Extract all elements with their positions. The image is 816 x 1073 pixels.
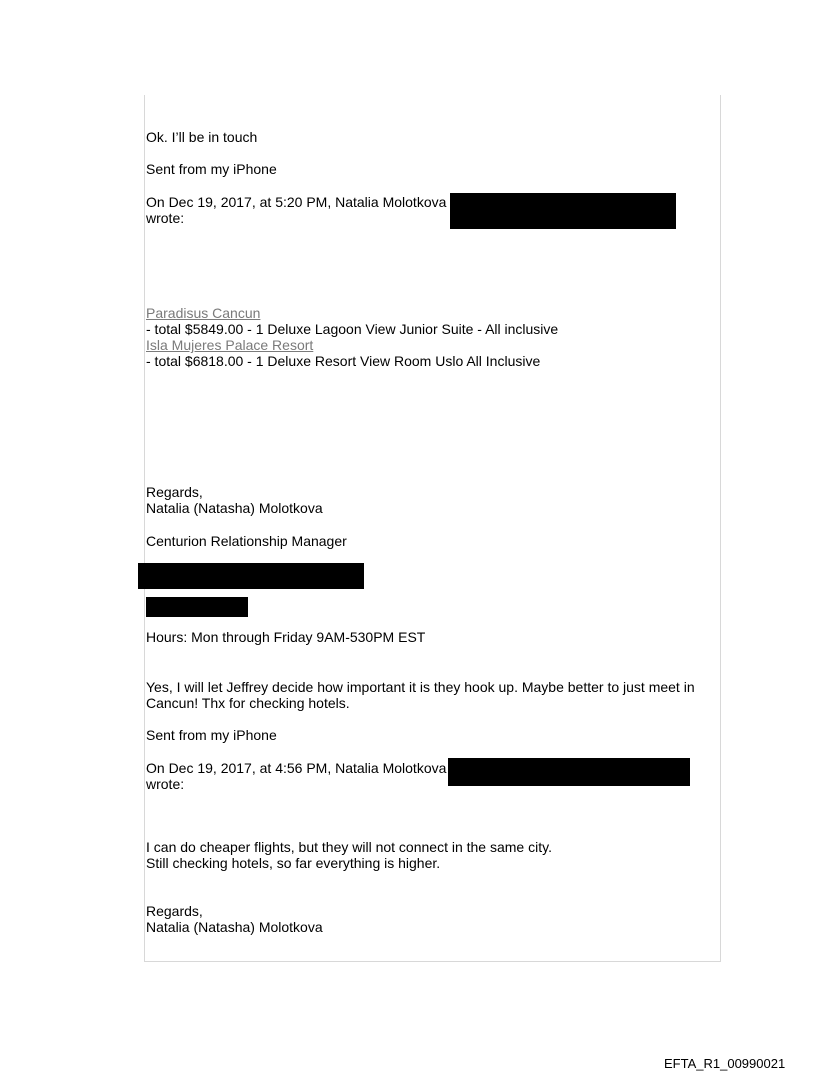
signature-name: Natalia (Natasha) Molotkova [146,919,323,935]
hotel-details: - total $5849.00 - 1 Deluxe Lagoon View Junior Suite - All inclusive [146,321,559,337]
redaction-contact-2 [146,597,248,617]
message-text: Still checking hotels, so far everything is higher. [146,855,441,871]
signature-hours: Hours: Mon through Friday 9AM-530PM EST [146,629,426,645]
sent-from: Sent from my iPhone [146,727,277,743]
hotel-link-isla-mujeres[interactable]: Isla Mujeres Palace Resort [146,337,314,353]
redaction-contact-1 [138,563,364,589]
hotel-link-paradisus[interactable]: Paradisus Cancun [146,305,261,321]
document-id: EFTA_R1_00990021 [664,1056,786,1071]
redaction-email-2 [448,758,690,786]
signature-regards: Regards, [146,903,203,919]
signature-regards: Regards, [146,484,203,500]
quote-header: On Dec 19, 2017, at 4:56 PM, Natalia Molotkova [146,760,447,776]
redaction-email-1 [450,193,676,229]
reply-text: Yes, I will let Jeffrey decide how important it is they hook up. Maybe better to just meet in [146,679,695,695]
quote-wrote: wrote: [146,776,185,792]
message-text: I can do cheaper flights, but they will not connect in the same city. [146,839,552,855]
sent-from: Sent from my iPhone [146,161,277,177]
reply-text: Cancun! Thx for checking hotels. [146,695,350,711]
quote-wrote: wrote: [146,210,185,226]
quote-header: On Dec 19, 2017, at 5:20 PM, Natalia Molotkova [146,194,447,210]
signature-title: Centurion Relationship Manager [146,533,347,549]
hotel-details: - total $6818.00 - 1 Deluxe Resort View Room Uslo All Inclusive [146,353,541,369]
reply-text: Ok. I’ll be in touch [146,129,258,145]
signature-name: Natalia (Natasha) Molotkova [146,500,323,516]
